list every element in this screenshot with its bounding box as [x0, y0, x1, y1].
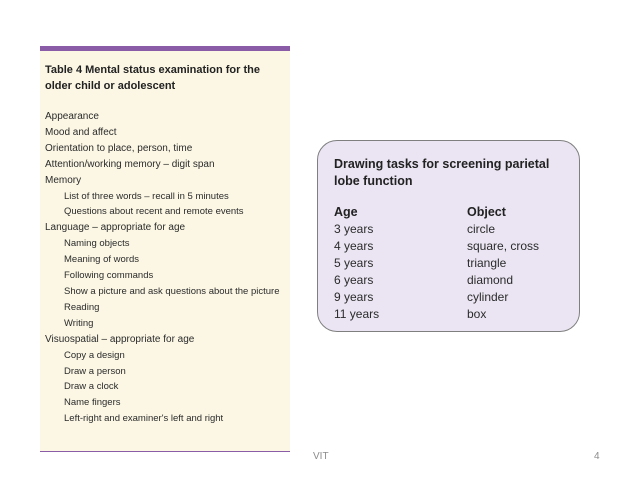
table-subitem: Meaning of words — [64, 254, 139, 266]
age-cell: 6 years — [334, 273, 374, 287]
object-cell: square, cross — [467, 239, 540, 253]
table-item: Mood and affect — [45, 126, 117, 138]
table-subitem: Draw a clock — [64, 381, 119, 393]
table-rows — [45, 109, 285, 427]
mental-status-table — [40, 46, 290, 452]
drawing-tasks-grid — [334, 204, 563, 322]
table-subitem: List of three words – recall in 5 minutes — [64, 190, 229, 202]
table-caption: Table 4 Mental status examination for the older child or adolescent — [45, 64, 260, 92]
table-subitem: Name fingers — [64, 397, 121, 409]
age-cell: 11 years — [334, 307, 380, 321]
object-cell: triangle — [467, 256, 507, 270]
object-cell: cylinder — [467, 290, 509, 304]
age-header: Age — [334, 205, 358, 219]
table-item: Appearance — [45, 111, 99, 122]
page-number: 4 — [594, 451, 600, 462]
object-header: Object — [467, 205, 506, 219]
table-subitem: Left-right and examiner's left and right — [64, 413, 224, 425]
drawing-tasks-title: Drawing tasks for screening parietal lobe function — [334, 157, 550, 188]
table-subitem: Following commands — [64, 270, 154, 282]
table-subitem: Show a picture and ask questions about the picture — [64, 285, 280, 297]
table-subitem: Reading — [64, 301, 100, 313]
drawing-tasks-box — [317, 140, 580, 332]
table-top-rule — [40, 46, 290, 51]
object-cell: diamond — [467, 273, 514, 287]
table-item: Visuospatial – appropriate for age — [45, 333, 195, 345]
table-item: Language – appropriate for age — [45, 222, 186, 234]
table-subitem: Questions about recent and remote events — [64, 206, 244, 218]
table-item: Memory — [45, 174, 82, 186]
table-content — [45, 62, 285, 427]
footer-label: VIT — [313, 451, 329, 462]
table-bottom-rule — [40, 451, 290, 452]
table-subitem: Naming objects — [64, 238, 130, 250]
table-subitem: Writing — [64, 317, 94, 329]
age-cell: 9 years — [334, 290, 374, 304]
object-cell: circle — [467, 222, 496, 236]
age-cell: 3 years — [334, 222, 374, 236]
object-cell: box — [467, 307, 487, 321]
table-item: Attention/working memory – digit span — [45, 158, 215, 170]
table-subitem: Copy a design — [64, 349, 125, 361]
table-item: Orientation to place, person, time — [45, 142, 193, 154]
age-cell: 4 years — [334, 239, 374, 253]
table-subitem: Draw a person — [64, 365, 126, 377]
age-cell: 5 years — [334, 256, 374, 270]
